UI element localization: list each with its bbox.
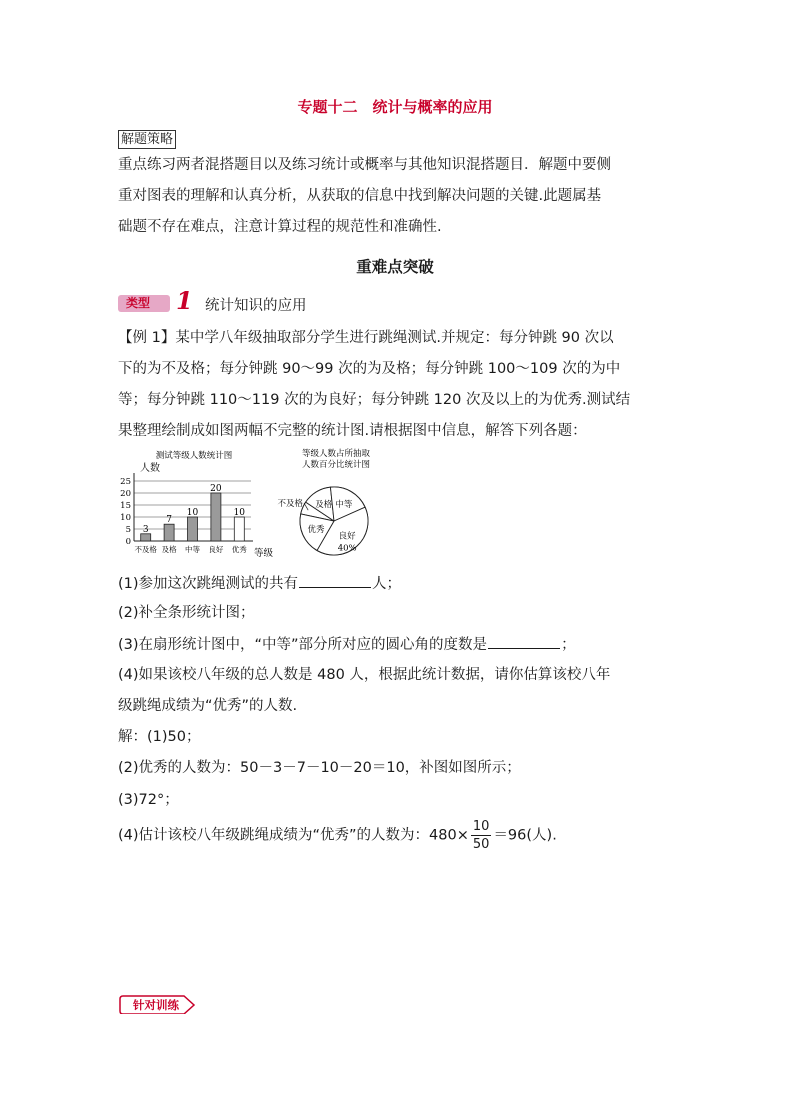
bar-chart-xlabel: 等级 bbox=[254, 548, 274, 559]
strategy-line: 重点练习两者混搭题目以及练习统计或概率与其他知识混搭题目．解题中要侧 bbox=[118, 157, 611, 173]
pie-label: 及格 bbox=[315, 500, 333, 511]
section-heading: 重难点突破 bbox=[356, 258, 434, 276]
example-line: 【例 1】某中学八年级抽取部分学生进行跳绳测试.并规定：每分钟跳 90 次以 bbox=[118, 330, 614, 346]
page-title: 专题十二 统计与概率的应用 bbox=[297, 98, 493, 116]
x-tick-label: 不及格 bbox=[134, 545, 157, 554]
x-tick-label: 良好 bbox=[208, 545, 224, 554]
fraction-denominator: 50 bbox=[472, 837, 490, 852]
bar bbox=[164, 524, 174, 541]
pie-chart-title-line: 人数百分比统计图 bbox=[301, 460, 371, 470]
bar bbox=[234, 517, 244, 541]
x-tick-label: 及格 bbox=[161, 545, 177, 554]
strategy-paragraph bbox=[118, 150, 678, 243]
pie-chart-title-line: 等级人数占所抽取 bbox=[301, 449, 371, 459]
strategy-line: 重对图表的理解和认真分析，从获取的信息中找到解决问题的关键.此题属基 bbox=[118, 188, 602, 204]
question-3-text: (3)在扇形统计图中，“中等”部分所对应的圆心角的度数是 bbox=[118, 637, 488, 653]
y-tick-label: 0 bbox=[125, 537, 131, 547]
question-2: (2)补全条形统计图； bbox=[118, 605, 255, 621]
bar-chart-title: 测试等级人数统计图 bbox=[155, 451, 233, 461]
solution-2: (2)优秀的人数为：50－3－7－10－20＝10，补图如图所示； bbox=[118, 760, 521, 776]
question-4-line: 级跳绳成绩为“优秀”的人数. bbox=[118, 698, 298, 714]
pie-label: 不及格 bbox=[277, 499, 303, 509]
type-badge: 类型 bbox=[118, 295, 170, 312]
bar bbox=[211, 493, 221, 541]
x-tick-label: 中等 bbox=[185, 545, 200, 554]
y-tick-label: 20 bbox=[120, 489, 131, 499]
y-tick-label: 15 bbox=[120, 501, 131, 511]
solution-4-text: (4)估计该校八年级跳绳成绩为“优秀”的人数为：480× bbox=[118, 827, 469, 844]
bar-value-label: 20 bbox=[210, 484, 222, 494]
example-paragraph bbox=[118, 323, 678, 447]
y-tick-label: 10 bbox=[120, 513, 131, 523]
pie-annotation: 40% bbox=[337, 543, 357, 554]
question-3 bbox=[118, 634, 576, 655]
type-number: 1 bbox=[176, 286, 193, 315]
bar-chart bbox=[116, 448, 282, 560]
pie-chart bbox=[272, 446, 398, 558]
strategy-line: 础题不存在难点，注意计算过程的规范性和准确性. bbox=[118, 219, 442, 235]
fraction bbox=[471, 818, 492, 853]
solution-4 bbox=[118, 818, 557, 853]
bar-value-label: 7 bbox=[166, 515, 172, 526]
example-line: 等；每分钟跳 110～119 次的为良好；每分钟跳 120 次及以上的为优秀.测试结 bbox=[118, 392, 631, 408]
y-tick-label: 5 bbox=[125, 525, 131, 535]
question-3-suffix: ； bbox=[561, 637, 576, 653]
bar bbox=[188, 517, 198, 541]
y-tick-label: 25 bbox=[120, 477, 131, 487]
example-line: 下的为不及格；每分钟跳 90～99 次的为及格；每分钟跳 100～109 次的为中 bbox=[118, 361, 621, 377]
answer-blank[interactable] bbox=[488, 634, 560, 649]
example-line: 果整理绘制成如图两幅不完整的统计图.请根据图中信息，解答下列各题： bbox=[118, 423, 587, 439]
training-label bbox=[118, 994, 196, 1014]
x-tick-label: 优秀 bbox=[231, 545, 247, 554]
bar-value-label: 10 bbox=[186, 508, 199, 518]
fraction-numerator: 10 bbox=[472, 819, 490, 834]
bar-chart-ylabel: 人数 bbox=[140, 463, 160, 474]
bar-value-label: 10 bbox=[233, 508, 246, 518]
question-1-suffix: 人； bbox=[372, 576, 402, 592]
pie-label: 良好 bbox=[338, 531, 356, 542]
type-title: 统计知识的应用 bbox=[205, 298, 307, 314]
pie-label: 中等 bbox=[335, 499, 353, 510]
question-1-text: (1)参加这次跳绳测试的共有 bbox=[118, 576, 299, 592]
pie-label: 优秀 bbox=[307, 525, 325, 536]
bar bbox=[141, 534, 151, 541]
solution-4-suffix: ＝96(人). bbox=[493, 827, 557, 844]
question-1 bbox=[118, 573, 401, 594]
answer-blank[interactable] bbox=[299, 573, 371, 588]
solution-1: 解：(1)50； bbox=[118, 729, 201, 745]
strategy-label: 解题策略 bbox=[118, 130, 176, 149]
training-label-text: 针对训练 bbox=[133, 998, 179, 1012]
bar-value-label: 3 bbox=[142, 524, 149, 535]
solution-3: (3)72°； bbox=[118, 792, 179, 808]
question-4-line: (4)如果该校八年级的总人数是 480 人，根据此统计数据，请你估算该校八年 bbox=[118, 667, 611, 683]
